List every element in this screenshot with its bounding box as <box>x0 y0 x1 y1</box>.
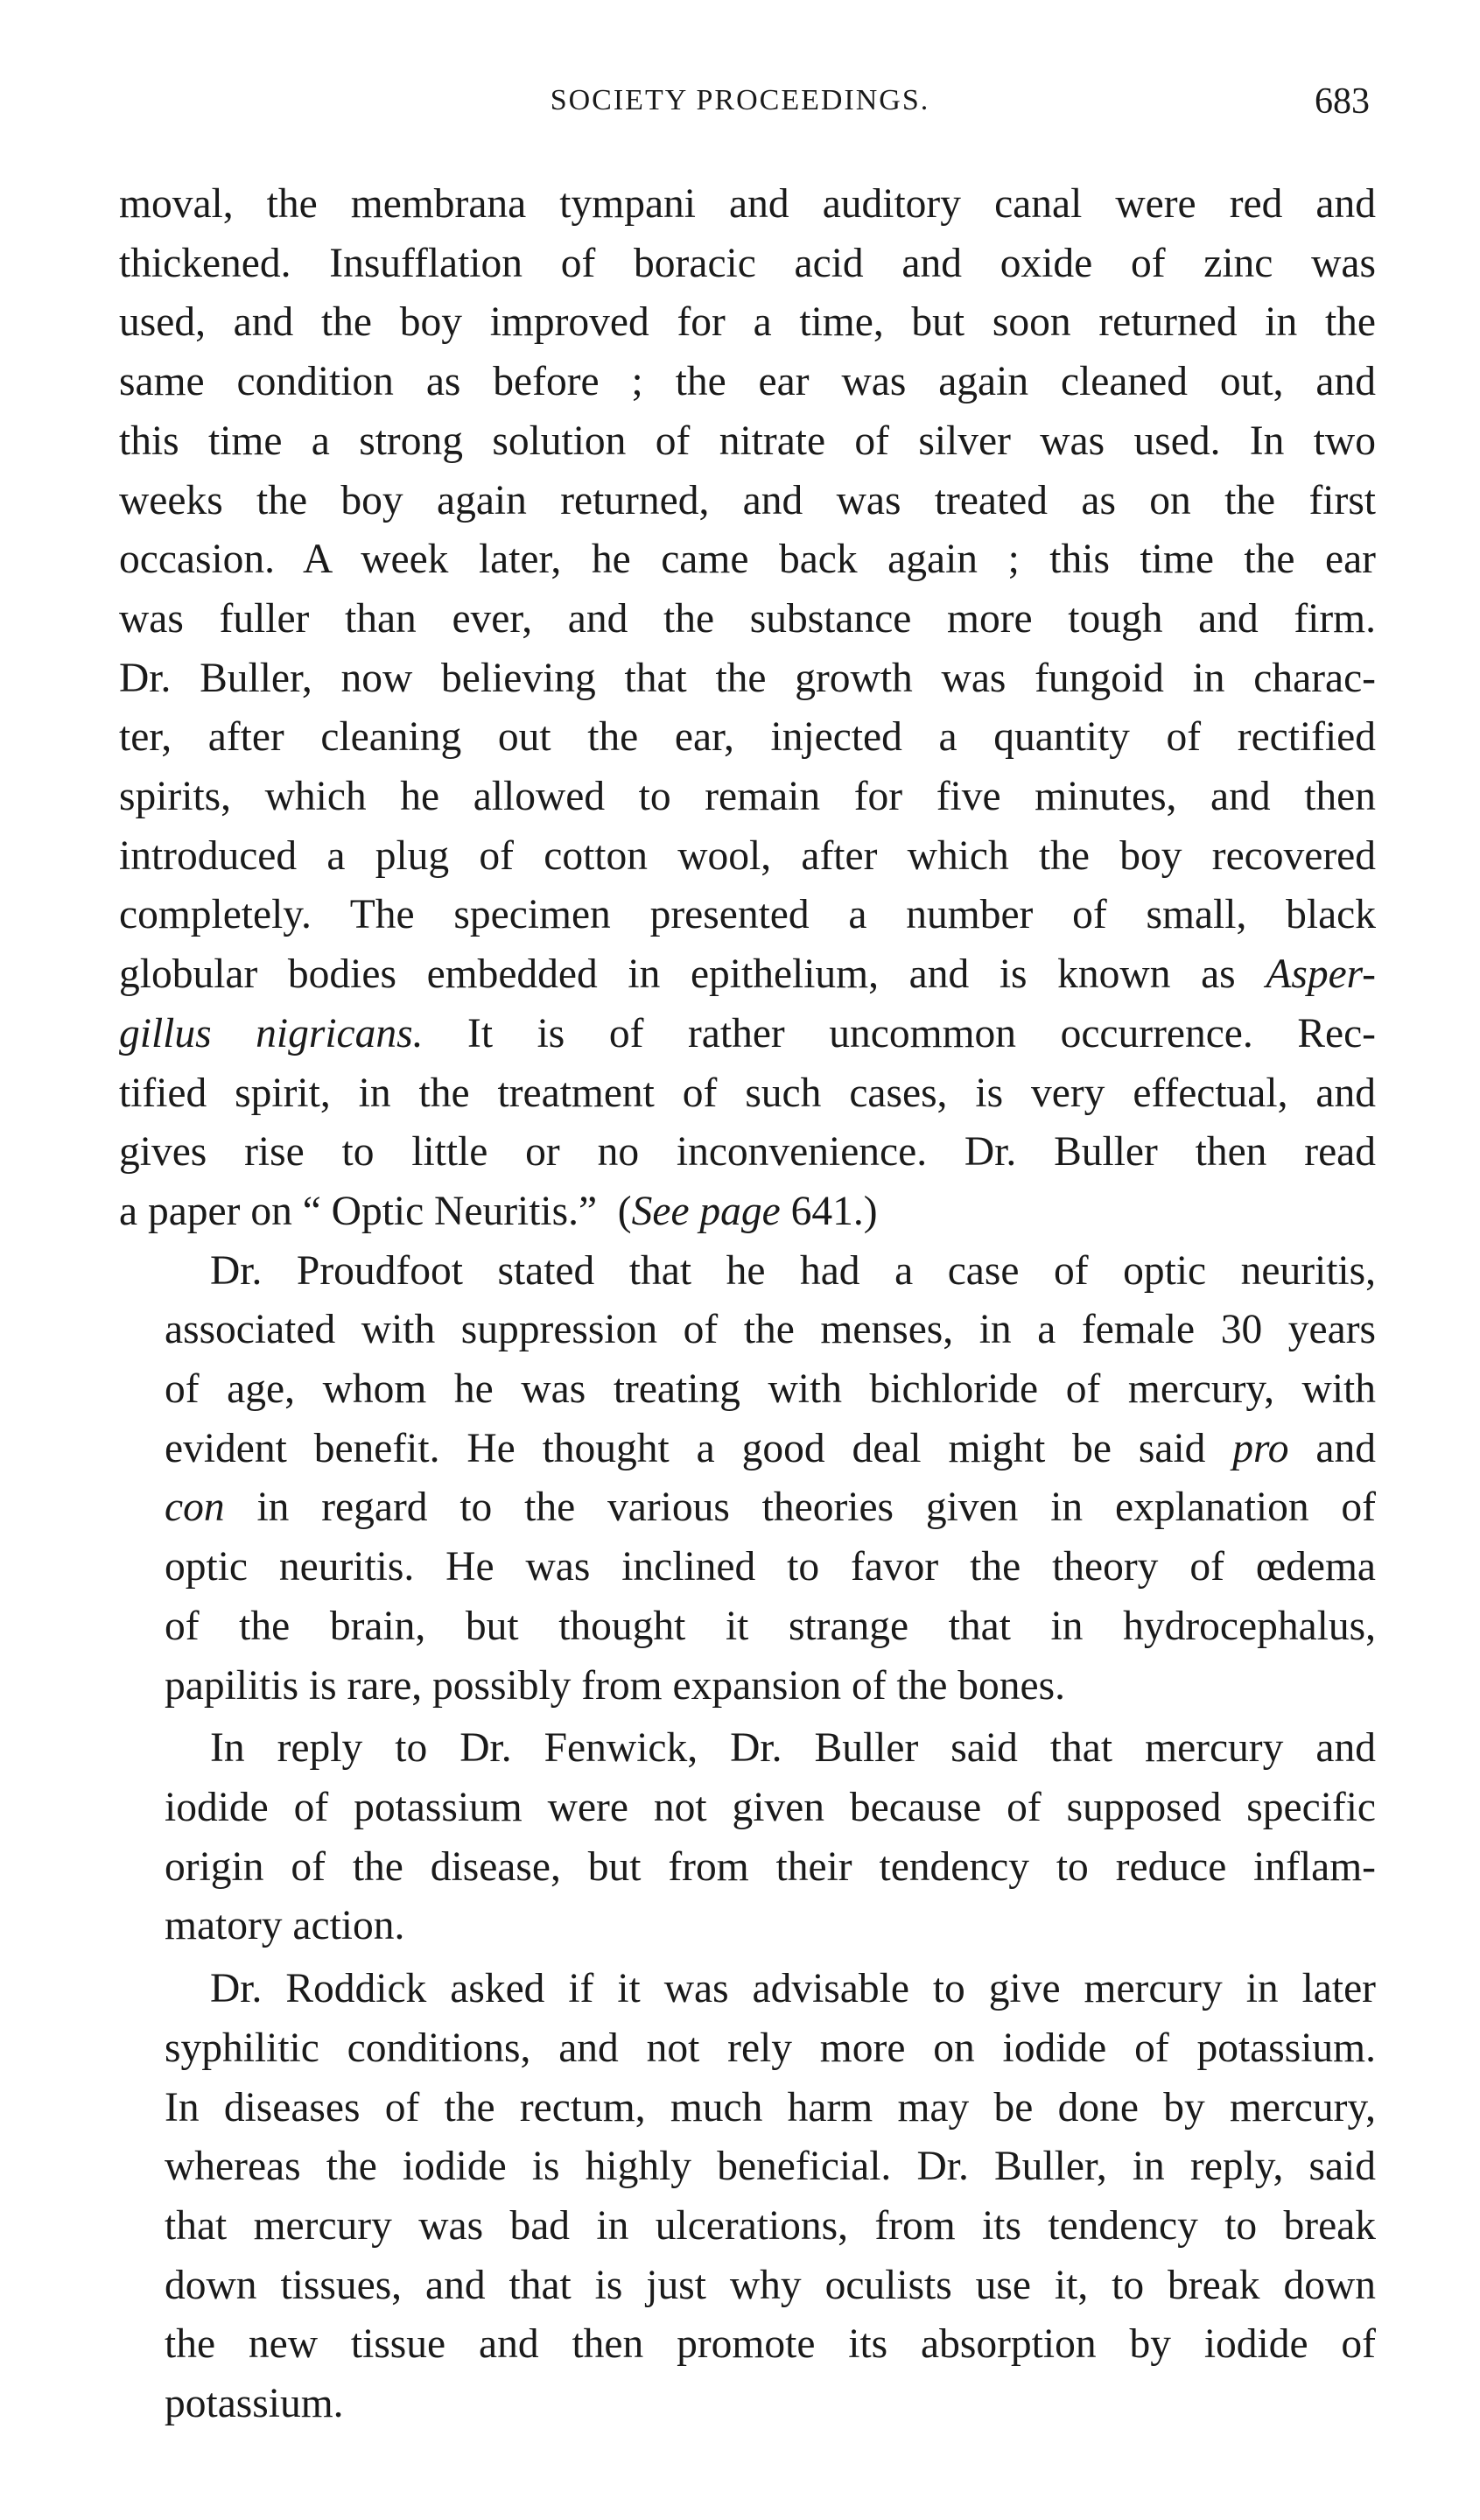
text-line: this time a strong solution of nitrate of silver was used. In two <box>119 418 1376 464</box>
latin-pro-italic: pro <box>1232 1425 1289 1471</box>
text-line: the new tissue and then promote its absorption by iodide of <box>165 2321 1376 2368</box>
species-name-italic: gillus nigricans. <box>119 1010 424 1056</box>
text-line: occasion. A week later, he came back again ; this time the ear <box>119 537 1376 583</box>
text-line: syphilitic conditions, and not rely more on iodide of potassium. <box>165 2025 1376 2071</box>
latin-con-italic: con <box>165 1485 225 1531</box>
see-page-number: 641.) <box>790 1188 878 1234</box>
paragraph-proudfoot <box>119 1242 1376 1716</box>
text-line: In diseases of the rectum, much harm may be done by mercury, <box>165 2084 1376 2130</box>
text-line: In reply to Dr. Fenwick, Dr. Buller said that mercury and <box>210 1725 1376 1772</box>
text-line: origin of the disease, but from their tendency to reduce inflam- <box>165 1843 1376 1890</box>
text-fragment: in regard to the various theories given in explanation of <box>256 1485 1377 1531</box>
text-fragment: It is of rather uncommon occurrence. Rec- <box>467 1010 1376 1056</box>
text-line-with-latin <box>119 1478 1376 1538</box>
text-line: matory action. <box>165 1903 405 1949</box>
text-line: weeks the boy again returned, and was treated as on the first <box>119 477 1376 523</box>
text-line: used, and the boy improved for a time, but soon returned in the <box>119 299 1376 346</box>
text-fragment: a paper on “ Optic Neuritis.” <box>119 1188 598 1234</box>
text-line: spirits, which he allowed to remain for five minutes, and then <box>119 774 1376 820</box>
paragraph-roddick <box>119 1960 1376 2434</box>
text-line-with-species <box>119 945 1376 1005</box>
text-line: that mercury was bad in ulcerations, from its tendency to break <box>165 2202 1376 2249</box>
text-line: moval, the membrana tympani and auditory canal were red and <box>119 181 1376 227</box>
text-line: whereas the iodide is highly beneficial. Dr. Buller, in reply, said <box>165 2144 1376 2190</box>
text-line: iodide of potassium were not given because of supposed specific <box>165 1784 1376 1830</box>
text-line: Dr. Buller, now believing that the growth was fungoid in charac- <box>119 655 1376 701</box>
running-title: SOCIETY PROCEEDINGS. <box>550 84 930 116</box>
text-line: thickened. Insufflation of boracic acid and oxide of zinc was <box>119 240 1376 286</box>
paragraph-fenwick-reply <box>119 1719 1376 1956</box>
text-line-with-reference <box>119 1183 1376 1242</box>
text-line: papilitis is rare, possibly from expansion of the bones. <box>165 1662 1065 1709</box>
text-fragment: globular bodies embedded in epithelium, and is known as <box>119 951 1236 998</box>
page-number: 683 <box>1315 81 1370 122</box>
text-line: of age, whom he was treating with bichloride of mercury, with <box>165 1366 1376 1413</box>
text-line: was fuller than ever, and the substance more tough and firm. <box>119 595 1376 642</box>
text-line: ter, after cleaning out the ear, injected a quantity of rectified <box>119 714 1376 761</box>
text-line-with-latin <box>119 1420 1376 1479</box>
text-line: Dr. Proudfoot stated that he had a case of optic neuritis, <box>210 1247 1376 1294</box>
text-line: potassium. <box>165 2381 344 2427</box>
text-line: same condition as before ; the ear was again cleaned out, and <box>119 359 1376 405</box>
paragraph-buller-case <box>119 175 1376 1242</box>
text-fragment: and <box>1315 1425 1377 1471</box>
species-name-italic: Asper- <box>1266 951 1376 998</box>
text-line: introduced a plug of cotton wool, after which the boy recovered <box>119 832 1376 879</box>
reference-open-paren: ( <box>617 1188 632 1234</box>
text-line-with-species <box>119 1005 1376 1064</box>
text-fragment: evident benefit. He thought a good deal might be said <box>165 1425 1206 1471</box>
text-line: of the brain, but thought it strange that in hydrocephalus, <box>165 1603 1376 1649</box>
text-line: Dr. Roddick asked if it was advisable to give mercury in later <box>210 1966 1376 2012</box>
text-line: gives rise to little or no inconvenience. Dr. Buller then read <box>119 1129 1376 1176</box>
running-head <box>0 81 1480 137</box>
text-line: optic neuritis. He was inclined to favor the theory of œdema <box>165 1544 1376 1590</box>
text-line: completely. The specimen presented a number of small, black <box>119 892 1376 938</box>
text-line: tified spirit, in the treatment of such cases, is very effectual, and <box>119 1070 1376 1116</box>
text-line: associated with suppression of the menses, in a female 30 years <box>165 1307 1376 1353</box>
body-text <box>119 175 1376 2434</box>
see-page-italic: See page <box>631 1188 781 1234</box>
text-line: down tissues, and that is just why oculists use it, to break down <box>165 2262 1376 2308</box>
